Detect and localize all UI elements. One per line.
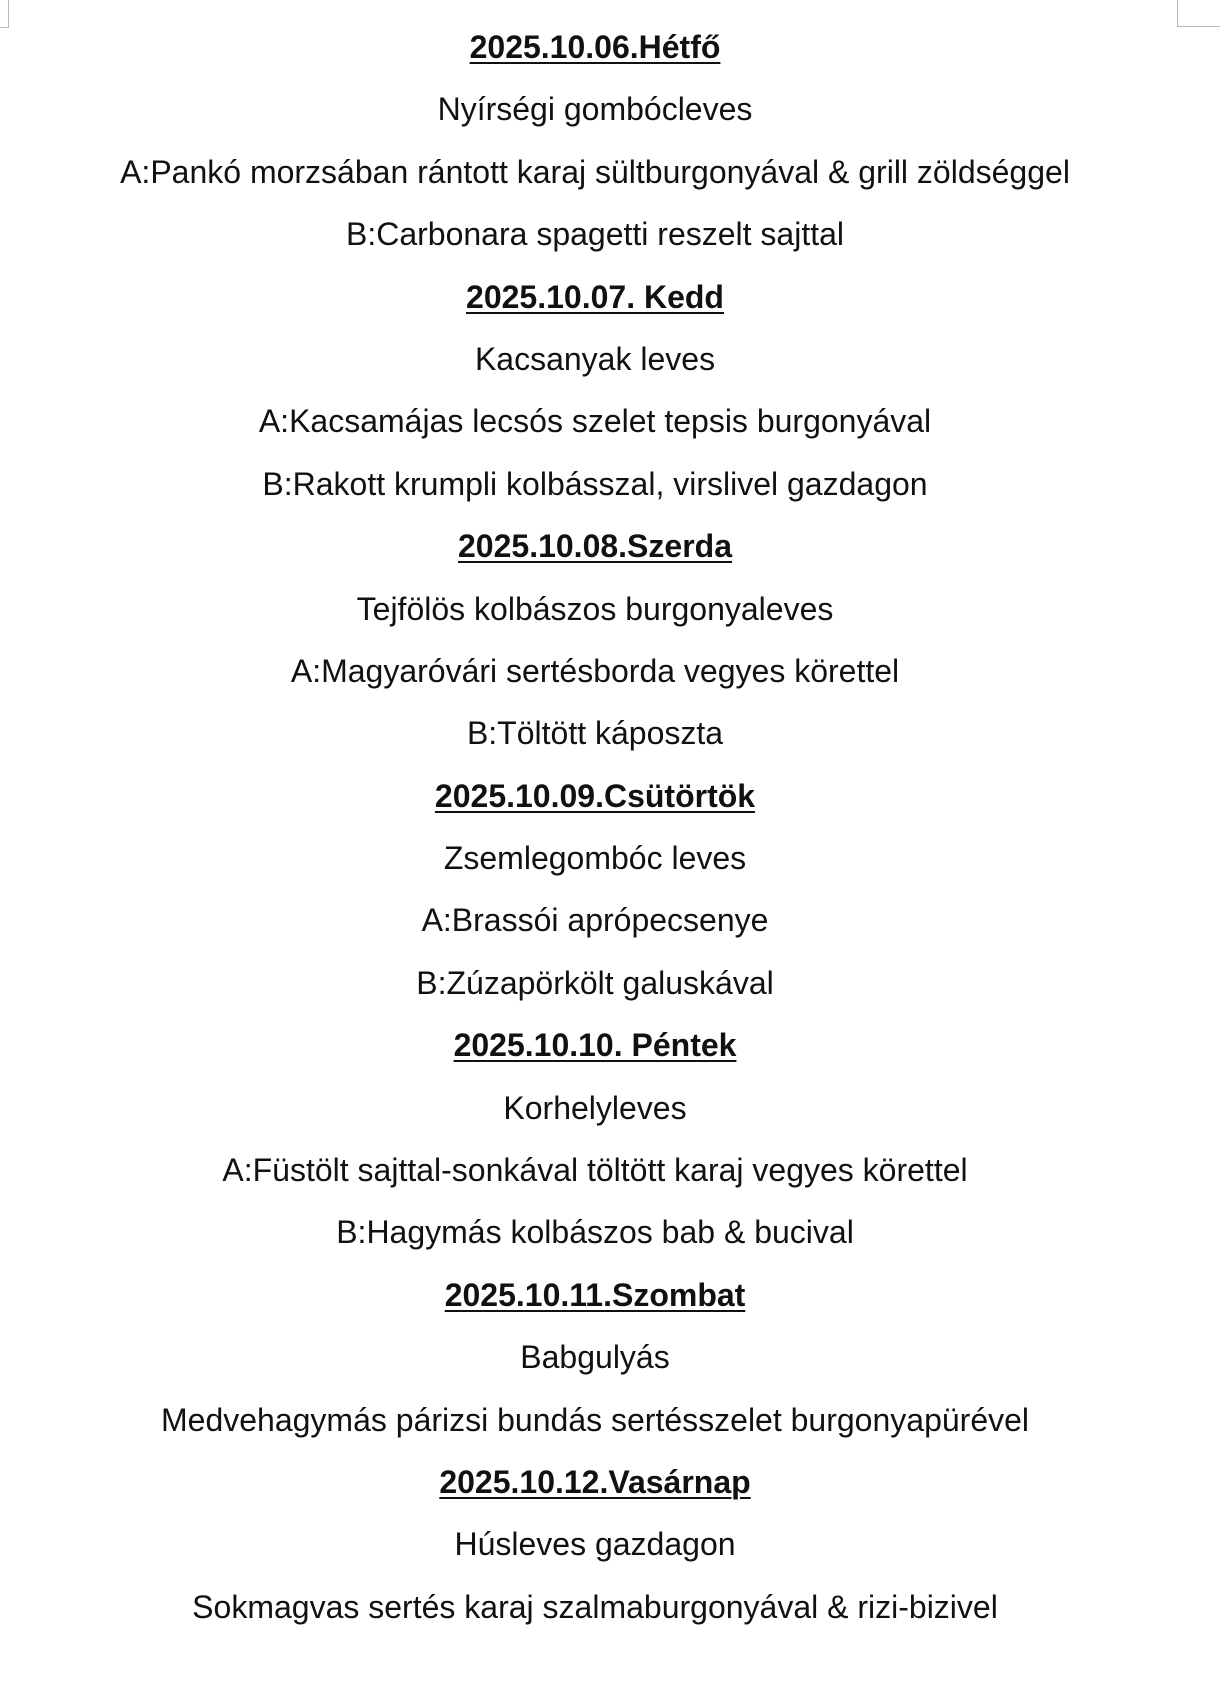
main-option-b: B:Hagymás kolbászos bab & bucival (336, 1214, 854, 1251)
day-date: 2025.10.09.Csütörtök (434, 777, 756, 814)
weekly-menu (0, 27, 1190, 1649)
day-date: 2025.10.06.Hétfő (469, 29, 721, 65)
main-option-b: B:Zúzapörkölt galuskával (416, 964, 774, 1001)
main-option-a: A:Füstölt sajttal-sonkával töltött karaj vegyes körettel (222, 1152, 968, 1189)
day-wednesday (0, 526, 1190, 776)
soup: Korhelyleves (503, 1089, 687, 1126)
day-thursday (0, 776, 1190, 1026)
main-option-a: A:Kacsamájas lecsós szelet tepsis burgonyával (258, 403, 932, 440)
day-date: 2025.10.12.Vasárnap (439, 1463, 751, 1500)
day-tuesday (0, 277, 1190, 527)
main-option-b: B:Carbonara spagetti reszelt sajttal (345, 216, 845, 253)
main-option-b: B:Töltött káposzta (466, 715, 724, 752)
day-monday (0, 27, 1190, 277)
soup: Nyírségi gombócleves (437, 91, 753, 128)
day-date: 2025.10.08.Szerda (458, 528, 732, 565)
day-date: 2025.10.07. Kedd (466, 278, 724, 315)
day-sunday (0, 1462, 1190, 1649)
main-option-a: A:Pankó morzsában rántott karaj sültburgonyával & grill zöldséggel (120, 153, 1070, 190)
soup: Zsemlegombóc leves (443, 840, 747, 877)
main-option-a: A:Magyaróvári sertésborda vegyes körettel (290, 652, 900, 689)
main-option-a: A:Brassói aprópecsenye (421, 902, 769, 939)
crop-mark-top-left (0, 0, 9, 28)
day-date: 2025.10.11.Szombat (444, 1276, 746, 1313)
crop-mark-top-right (1177, 0, 1220, 27)
soup: Húsleves gazdagon (454, 1526, 736, 1563)
day-saturday (0, 1275, 1190, 1462)
soup: Babgulyás (520, 1339, 670, 1376)
soup: Tejfölös kolbászos burgonyaleves (356, 590, 834, 627)
soup: Kacsanyak leves (474, 340, 716, 377)
day-date: 2025.10.10. Péntek (453, 1027, 737, 1064)
main-option-b: B:Rakott krumpli kolbásszal, virslivel gazdagon (262, 465, 928, 502)
main-dish: Medvehagymás párizsi bundás sertésszelet burgonyapürével (160, 1401, 1030, 1438)
day-friday (0, 1025, 1190, 1275)
main-dish: Sokmagvas sertés karaj szalmaburgonyával & rizi-bizivel (192, 1588, 998, 1625)
